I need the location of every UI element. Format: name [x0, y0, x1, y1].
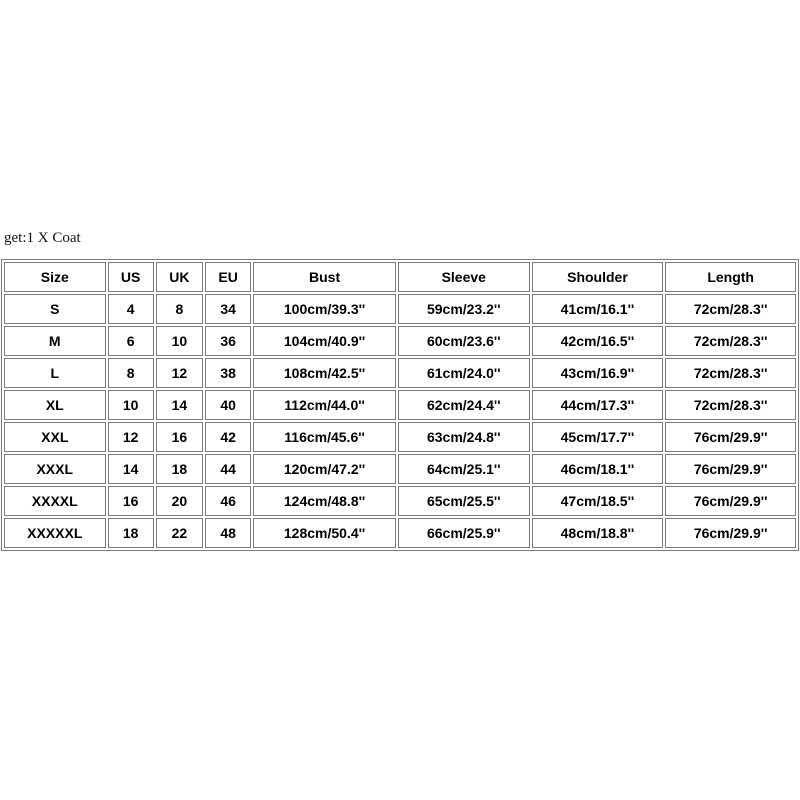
cell-shoulder: 48cm/18.8'': [532, 518, 664, 548]
cell-length: 76cm/29.9'': [665, 454, 796, 484]
cell-sleeve: 61cm/24.0'': [398, 358, 530, 388]
table-row: [4, 486, 796, 516]
cell-us: 16: [108, 486, 154, 516]
cell-bust: 100cm/39.3'': [253, 294, 396, 324]
cell-length: 72cm/28.3'': [665, 294, 796, 324]
cell-shoulder: 44cm/17.3'': [532, 390, 664, 420]
cell-shoulder: 46cm/18.1'': [532, 454, 664, 484]
cell-us: 8: [108, 358, 154, 388]
cell-length: 76cm/29.9'': [665, 422, 796, 452]
table-row: [4, 454, 796, 484]
cell-size: S: [4, 294, 106, 324]
header-us: US: [108, 262, 154, 292]
cell-length: 76cm/29.9'': [665, 518, 796, 548]
cell-eu: 44: [205, 454, 251, 484]
cell-bust: 120cm/47.2'': [253, 454, 396, 484]
header-shoulder: Shoulder: [532, 262, 664, 292]
table-row: [4, 358, 796, 388]
cell-bust: 108cm/42.5'': [253, 358, 396, 388]
cell-eu: 40: [205, 390, 251, 420]
cell-size: XXXXL: [4, 486, 106, 516]
table-row: [4, 326, 796, 356]
cell-shoulder: 42cm/16.5'': [532, 326, 664, 356]
cell-size: XXXXXL: [4, 518, 106, 548]
cell-us: 18: [108, 518, 154, 548]
cell-uk: 10: [156, 326, 203, 356]
cell-shoulder: 47cm/18.5'': [532, 486, 664, 516]
table-row: [4, 294, 796, 324]
cell-bust: 112cm/44.0'': [253, 390, 396, 420]
cell-shoulder: 45cm/17.7'': [532, 422, 664, 452]
cell-uk: 22: [156, 518, 203, 548]
cell-sleeve: 63cm/24.8'': [398, 422, 530, 452]
header-size: Size: [4, 262, 106, 292]
cell-eu: 42: [205, 422, 251, 452]
cell-size: M: [4, 326, 106, 356]
header-bust: Bust: [253, 262, 396, 292]
cell-sleeve: 65cm/25.5'': [398, 486, 530, 516]
cell-size: XXXL: [4, 454, 106, 484]
cell-eu: 48: [205, 518, 251, 548]
cell-eu: 46: [205, 486, 251, 516]
header-eu: EU: [205, 262, 251, 292]
cell-length: 76cm/29.9'': [665, 486, 796, 516]
cell-length: 72cm/28.3'': [665, 326, 796, 356]
size-chart-table: [1, 259, 799, 551]
cell-us: 4: [108, 294, 154, 324]
cell-bust: 128cm/50.4'': [253, 518, 396, 548]
cell-length: 72cm/28.3'': [665, 358, 796, 388]
cell-size: XL: [4, 390, 106, 420]
cell-bust: 104cm/40.9'': [253, 326, 396, 356]
table-row: [4, 390, 796, 420]
cell-us: 14: [108, 454, 154, 484]
cell-eu: 34: [205, 294, 251, 324]
package-caption: get:1 X Coat: [4, 230, 81, 246]
cell-uk: 8: [156, 294, 203, 324]
cell-shoulder: 43cm/16.9'': [532, 358, 664, 388]
cell-uk: 14: [156, 390, 203, 420]
cell-eu: 38: [205, 358, 251, 388]
cell-sleeve: 66cm/25.9'': [398, 518, 530, 548]
table-row: [4, 422, 796, 452]
cell-uk: 16: [156, 422, 203, 452]
cell-shoulder: 41cm/16.1'': [532, 294, 664, 324]
cell-size: XXL: [4, 422, 106, 452]
cell-bust: 124cm/48.8'': [253, 486, 396, 516]
cell-sleeve: 59cm/23.2'': [398, 294, 530, 324]
cell-uk: 20: [156, 486, 203, 516]
cell-sleeve: 60cm/23.6'': [398, 326, 530, 356]
table-row: [4, 518, 796, 548]
cell-size: L: [4, 358, 106, 388]
cell-us: 10: [108, 390, 154, 420]
cell-length: 72cm/28.3'': [665, 390, 796, 420]
cell-sleeve: 62cm/24.4'': [398, 390, 530, 420]
header-sleeve: Sleeve: [398, 262, 530, 292]
cell-us: 12: [108, 422, 154, 452]
cell-bust: 116cm/45.6'': [253, 422, 396, 452]
cell-uk: 18: [156, 454, 203, 484]
header-length: Length: [665, 262, 796, 292]
table-header-row: [4, 262, 796, 292]
cell-uk: 12: [156, 358, 203, 388]
header-uk: UK: [156, 262, 203, 292]
cell-sleeve: 64cm/25.1'': [398, 454, 530, 484]
cell-eu: 36: [205, 326, 251, 356]
cell-us: 6: [108, 326, 154, 356]
